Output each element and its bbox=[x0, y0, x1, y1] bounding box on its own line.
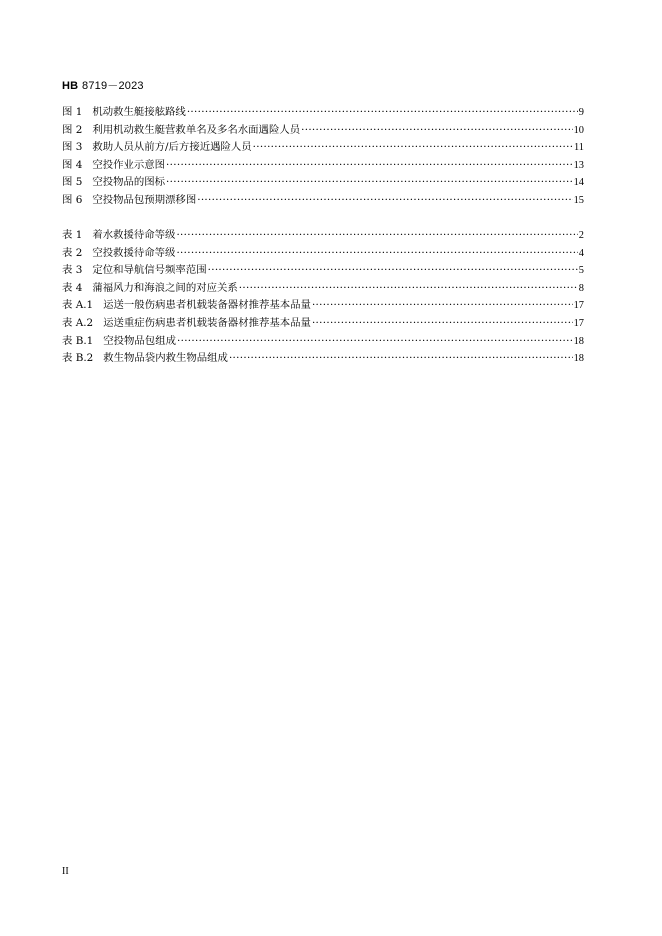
table-entry-title: 蒲福风力和海浪之间的对应关系 bbox=[92, 281, 238, 294]
table-entry-page-number: 18 bbox=[573, 335, 584, 347]
table-entry-label: 表 2 bbox=[62, 246, 83, 259]
figure-entry[interactable] bbox=[62, 104, 584, 122]
figure-entry[interactable] bbox=[62, 174, 584, 192]
table-entry-page-number: 18 bbox=[573, 353, 584, 365]
table-entry[interactable] bbox=[62, 350, 584, 368]
table-entry[interactable] bbox=[62, 280, 584, 298]
table-entry[interactable] bbox=[62, 333, 584, 351]
dot-leader bbox=[301, 122, 572, 140]
table-entry-page-number: 2 bbox=[578, 230, 584, 241]
table-entry-title: 定位和导航信号频率范围 bbox=[92, 264, 207, 277]
table-entry-page-number: 17 bbox=[573, 317, 584, 329]
figure-entry-page-number: 13 bbox=[573, 159, 584, 171]
figure-entry-page-number: 9 bbox=[578, 107, 584, 118]
page-numeral: II bbox=[62, 866, 69, 877]
table-entry-label: 表 3 bbox=[62, 264, 83, 277]
dot-leader bbox=[208, 262, 578, 280]
table-entry[interactable] bbox=[62, 262, 584, 280]
table-entry-label: 表 B.2 bbox=[62, 352, 94, 365]
dot-leader bbox=[176, 227, 577, 245]
figure-entry-label: 图 1 bbox=[62, 106, 83, 118]
table-entry[interactable] bbox=[62, 315, 584, 333]
table-entry-page-number: 8 bbox=[578, 282, 584, 294]
figure-entry-page-number: 11 bbox=[573, 142, 584, 154]
figure-entry[interactable] bbox=[62, 122, 584, 140]
standard-number: 8719－2023 bbox=[82, 80, 144, 92]
figure-entry-label: 图 2 bbox=[62, 123, 83, 136]
table-list bbox=[62, 227, 584, 368]
document-header bbox=[62, 77, 144, 93]
table-entry-label: 表 A.1 bbox=[62, 299, 94, 312]
figure-entry[interactable] bbox=[62, 157, 584, 175]
figure-entry[interactable] bbox=[62, 139, 584, 157]
table-entry-label: 表 A.2 bbox=[62, 316, 94, 329]
table-entry-title: 空投物品包组成 bbox=[103, 334, 176, 347]
table-entry[interactable] bbox=[62, 297, 584, 315]
table-entry-title: 空投救援待命等级 bbox=[92, 246, 176, 259]
figure-entry-page-number: 14 bbox=[573, 177, 584, 189]
table-entry-title: 运送重症伤病患者机载装备器材推荐基本品量 bbox=[103, 316, 311, 329]
dot-leader bbox=[166, 174, 573, 192]
dot-leader bbox=[176, 245, 577, 263]
table-entry-title: 着水救援待命等级 bbox=[92, 229, 176, 241]
table-entry-page-number: 5 bbox=[578, 265, 584, 277]
figure-entry-label: 图 4 bbox=[62, 158, 83, 171]
figure-entry-page-number: 10 bbox=[573, 124, 584, 136]
figure-entry-title: 利用机动救生艇营救单名及多名水面遇险人员 bbox=[92, 123, 301, 136]
figure-entry-title: 空投物品包预期漂移图 bbox=[92, 193, 197, 206]
figure-list bbox=[62, 104, 584, 210]
figure-entry-label: 图 5 bbox=[62, 176, 83, 189]
standard-code: HB bbox=[62, 80, 79, 92]
dot-leader bbox=[312, 297, 573, 315]
dot-leader bbox=[166, 157, 573, 175]
table-entry-label: 表 B.1 bbox=[62, 334, 94, 347]
figure-entry-label: 图 6 bbox=[62, 193, 83, 206]
figure-entry-title: 空投物品的图标 bbox=[92, 176, 166, 189]
figure-entry-title: 机动救生艇接舷路线 bbox=[92, 106, 186, 118]
dot-leader bbox=[312, 315, 573, 333]
table-entry-label: 表 4 bbox=[62, 281, 83, 294]
dot-leader bbox=[239, 280, 578, 298]
table-entry-page-number: 4 bbox=[578, 247, 584, 259]
figure-entry-label: 图 3 bbox=[62, 141, 83, 154]
dot-leader bbox=[253, 139, 573, 157]
figure-entry[interactable] bbox=[62, 192, 584, 210]
figure-entry-title: 空投作业示意图 bbox=[92, 158, 166, 171]
table-entry-title: 运送一般伤病患者机载装备器材推荐基本品量 bbox=[103, 299, 311, 312]
figure-entry-page-number: 15 bbox=[573, 194, 584, 206]
figure-entry-title: 救助人员从前方/后方接近遇险人员 bbox=[92, 141, 252, 154]
dot-leader bbox=[229, 350, 573, 368]
table-entry-title: 救生物品袋内救生物品组成 bbox=[103, 352, 228, 365]
dot-leader bbox=[197, 192, 572, 210]
table-entry[interactable] bbox=[62, 227, 584, 245]
table-entry[interactable] bbox=[62, 245, 584, 263]
table-entry-label: 表 1 bbox=[62, 229, 83, 241]
dot-leader bbox=[187, 104, 578, 122]
dot-leader bbox=[177, 333, 573, 351]
table-entry-page-number: 17 bbox=[573, 300, 584, 312]
